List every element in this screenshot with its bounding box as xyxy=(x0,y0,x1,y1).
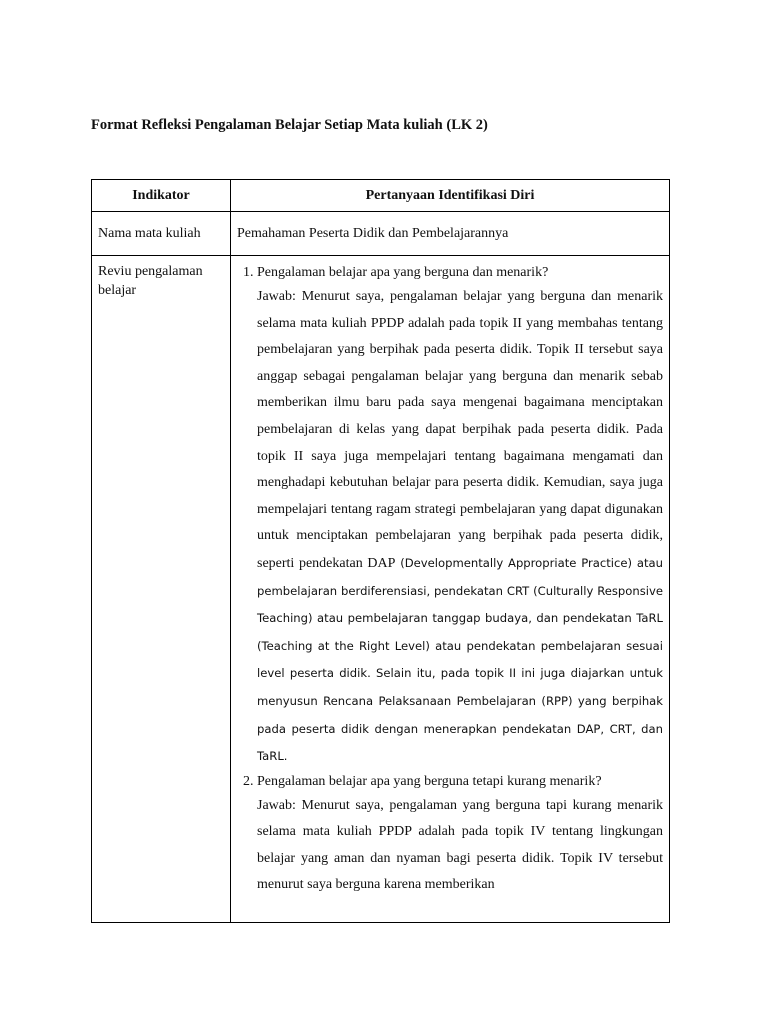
review-content xyxy=(231,256,670,923)
reflection-table xyxy=(91,179,670,923)
question-text: 2. Pengalaman belajar apa yang berguna tetapi kurang menarik? xyxy=(257,773,602,789)
table-row-course xyxy=(92,212,670,256)
course-value: Pemahaman Peserta Didik dan Pembelajarannya xyxy=(231,212,670,256)
header-indikator: Indikator xyxy=(92,180,231,212)
header-pertanyaan: Pertanyaan Identifikasi Diri xyxy=(231,180,670,212)
list-item xyxy=(257,262,663,771)
table-header-row xyxy=(92,180,670,212)
course-label: Nama mata kuliah xyxy=(92,212,231,256)
answer-serif-part: Jawab: Menurut saya, pengalaman belajar yang berguna dan menarik selama mata kuliah PPDP adalah pada topik II yang membahas tentang pembelajaran yang berpihak pada peserta didik. Topik II tersebut saya anggap sebagai pengalaman belajar yang berguna dan menarik sebab memberikan ilmu baru pada saya mengenai bagaimana menciptakan pembelajaran di kelas yang dapat berpihak pada peserta didik. Pada topik II saya juga mempelajari tentang bagaimana mengamati dan menghadapi kebutuhan belajar para peserta didik. Kemudian, saya juga mempelajari tentang ragam strategi pembelajaran yang dapat digunakan untuk menciptakan pembelajaran yang berpihak pada peserta didik, seperti pendekatan DAP xyxy=(257,289,663,571)
answer-text xyxy=(257,793,663,899)
document-title: Format Refleksi Pengalaman Belajar Setiap Mata kuliah (LK 2) xyxy=(91,117,488,133)
answer-serif-part: Jawab: Menurut saya, pengalaman yang berguna tapi kurang menarik selama mata kuliah PPDP adalah pada topik IV tentang lingkungan belajar yang aman dan nyaman bagi peserta didik. Topik IV tersebut menurut saya berguna karena memberikan xyxy=(257,797,663,893)
answer-text xyxy=(257,284,663,771)
review-label: Reviu pengalaman belajar xyxy=(92,256,231,923)
question-list xyxy=(237,262,663,899)
table-row-review xyxy=(92,256,670,923)
question-text: 1. Pengalaman belajar apa yang berguna dan menarik? xyxy=(257,265,549,280)
list-item xyxy=(257,771,663,899)
answer-sans-part: (Developmentally Appropriate Practice) atau pembelajaran berdiferensiasi, pendekatan CRT (Culturally Responsive Teaching) atau pembelajaran tanggap budaya, dan pendekatan TaRL (Teaching at the Right Level) atau pendekatan pembelajaran sesuai level peserta didik. Selain itu, pada topik II ini juga diajarkan untuk menyusun Rencana Pelaksanaan Pembelajaran (RPP) yang berpihak pada peserta didik dengan menerapkan pendekatan DAP, CRT, dan TaRL. xyxy=(257,555,663,764)
